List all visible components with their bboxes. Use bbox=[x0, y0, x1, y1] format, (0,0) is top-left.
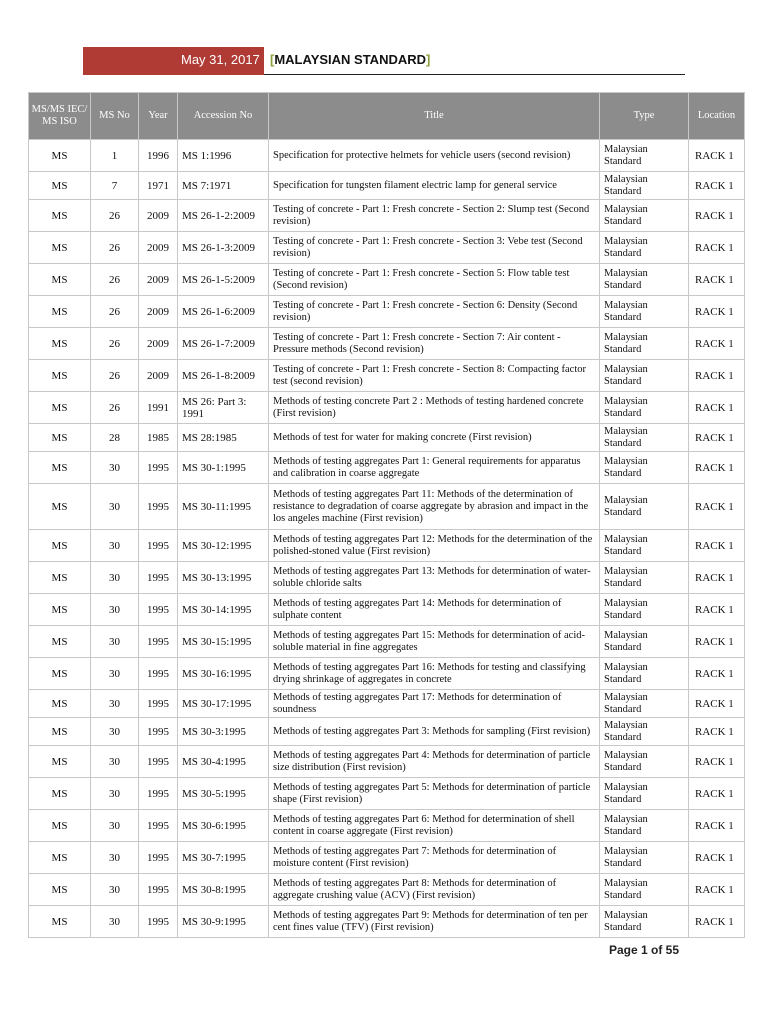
cell-ms-type: MS bbox=[29, 718, 91, 746]
cell-ms-no: 26 bbox=[91, 360, 139, 392]
table-row bbox=[29, 172, 745, 200]
cell-type: Malaysian Standard bbox=[600, 264, 689, 296]
cell-accession-no: MS 7:1971 bbox=[178, 172, 269, 200]
cell-year: 1991 bbox=[139, 392, 178, 424]
cell-type: Malaysian Standard bbox=[600, 392, 689, 424]
cell-year: 1995 bbox=[139, 484, 178, 530]
cell-type: Malaysian Standard bbox=[600, 140, 689, 172]
cell-location: RACK 1 bbox=[689, 424, 745, 452]
cell-accession-no: MS 26-1-5:2009 bbox=[178, 264, 269, 296]
cell-year: 2009 bbox=[139, 200, 178, 232]
cell-type: Malaysian Standard bbox=[600, 718, 689, 746]
cell-ms-no: 30 bbox=[91, 594, 139, 626]
cell-type: Malaysian Standard bbox=[600, 530, 689, 562]
table-row bbox=[29, 530, 745, 562]
cell-ms-type: MS bbox=[29, 690, 91, 718]
cell-location: RACK 1 bbox=[689, 718, 745, 746]
cell-ms-no: 26 bbox=[91, 232, 139, 264]
cell-title: Testing of concrete - Part 1: Fresh concrete - Section 7: Air content - Pressure methods (Second revision) bbox=[269, 328, 600, 360]
cell-title: Methods of testing aggregates Part 8: Methods for determination of aggregate crushing value (ACV) (First revision) bbox=[269, 874, 600, 906]
cell-accession-no: MS 30-3:1995 bbox=[178, 718, 269, 746]
cell-type: Malaysian Standard bbox=[600, 200, 689, 232]
cell-ms-type: MS bbox=[29, 874, 91, 906]
cell-accession-no: MS 30-14:1995 bbox=[178, 594, 269, 626]
cell-title: Testing of concrete - Part 1: Fresh concrete - Section 8: Compacting factor test (second revision) bbox=[269, 360, 600, 392]
cell-accession-no: MS 26-1-2:2009 bbox=[178, 200, 269, 232]
cell-title: Methods of testing aggregates Part 7: Methods for determination of moisture content (First revision) bbox=[269, 842, 600, 874]
table-row bbox=[29, 264, 745, 296]
cell-year: 2009 bbox=[139, 360, 178, 392]
cell-location: RACK 1 bbox=[689, 452, 745, 484]
cell-type: Malaysian Standard bbox=[600, 360, 689, 392]
cell-accession-no: MS 30-12:1995 bbox=[178, 530, 269, 562]
cell-title: Methods of testing concrete Part 2 : Methods of testing hardened concrete (First revision) bbox=[269, 392, 600, 424]
document-title bbox=[270, 52, 430, 67]
cell-accession-no: MS 30-7:1995 bbox=[178, 842, 269, 874]
cell-year: 1995 bbox=[139, 718, 178, 746]
cell-location: RACK 1 bbox=[689, 172, 745, 200]
cell-title: Methods of testing aggregates Part 14: Methods for determination of sulphate content bbox=[269, 594, 600, 626]
cell-accession-no: MS 30-17:1995 bbox=[178, 690, 269, 718]
cell-ms-no: 30 bbox=[91, 718, 139, 746]
cell-ms-type: MS bbox=[29, 360, 91, 392]
table-row bbox=[29, 296, 745, 328]
cell-ms-no: 26 bbox=[91, 392, 139, 424]
cell-year: 1995 bbox=[139, 778, 178, 810]
header-date: May 31, 2017 bbox=[181, 52, 260, 67]
cell-type: Malaysian Standard bbox=[600, 296, 689, 328]
table-header-row bbox=[29, 93, 745, 140]
cell-type: Malaysian Standard bbox=[600, 658, 689, 690]
cell-location: RACK 1 bbox=[689, 874, 745, 906]
table-row bbox=[29, 810, 745, 842]
table-row bbox=[29, 874, 745, 906]
cell-location: RACK 1 bbox=[689, 232, 745, 264]
cell-ms-type: MS bbox=[29, 906, 91, 938]
cell-ms-no: 26 bbox=[91, 200, 139, 232]
cell-ms-type: MS bbox=[29, 842, 91, 874]
table-row bbox=[29, 718, 745, 746]
cell-year: 2009 bbox=[139, 328, 178, 360]
cell-ms-no: 1 bbox=[91, 140, 139, 172]
table-row bbox=[29, 690, 745, 718]
cell-type: Malaysian Standard bbox=[600, 484, 689, 530]
cell-accession-no: MS 28:1985 bbox=[178, 424, 269, 452]
cell-type: Malaysian Standard bbox=[600, 690, 689, 718]
cell-ms-type: MS bbox=[29, 424, 91, 452]
cell-ms-type: MS bbox=[29, 296, 91, 328]
cell-ms-type: MS bbox=[29, 810, 91, 842]
cell-title: Methods of testing aggregates Part 1: General requirements for apparatus and calibration in coarse aggregate bbox=[269, 452, 600, 484]
cell-type: Malaysian Standard bbox=[600, 906, 689, 938]
cell-ms-no: 30 bbox=[91, 658, 139, 690]
cell-ms-type: MS bbox=[29, 232, 91, 264]
cell-title: Methods of testing aggregates Part 15: Methods for determination of acid-soluble material in fine aggregates bbox=[269, 626, 600, 658]
column-header-accession-no: Accession No bbox=[178, 93, 269, 140]
cell-accession-no: MS 30-1:1995 bbox=[178, 452, 269, 484]
table-row bbox=[29, 424, 745, 452]
table-row bbox=[29, 562, 745, 594]
cell-year: 1995 bbox=[139, 690, 178, 718]
cell-accession-no: MS 30-16:1995 bbox=[178, 658, 269, 690]
document-title-text: MALAYSIAN STANDARD bbox=[274, 52, 427, 67]
cell-accession-no: MS 1:1996 bbox=[178, 140, 269, 172]
cell-type: Malaysian Standard bbox=[600, 842, 689, 874]
cell-accession-no: MS 26-1-8:2009 bbox=[178, 360, 269, 392]
cell-accession-no: MS 30-15:1995 bbox=[178, 626, 269, 658]
cell-ms-no: 30 bbox=[91, 842, 139, 874]
column-header-year: Year bbox=[139, 93, 178, 140]
cell-title: Testing of concrete - Part 1: Fresh concrete - Section 6: Density (Second revision) bbox=[269, 296, 600, 328]
cell-ms-type: MS bbox=[29, 172, 91, 200]
bracket-close: ] bbox=[426, 52, 431, 67]
cell-ms-type: MS bbox=[29, 658, 91, 690]
cell-ms-no: 30 bbox=[91, 452, 139, 484]
cell-ms-no: 26 bbox=[91, 264, 139, 296]
cell-ms-type: MS bbox=[29, 484, 91, 530]
cell-year: 1995 bbox=[139, 874, 178, 906]
cell-ms-no: 7 bbox=[91, 172, 139, 200]
cell-ms-type: MS bbox=[29, 594, 91, 626]
cell-ms-type: MS bbox=[29, 452, 91, 484]
cell-location: RACK 1 bbox=[689, 690, 745, 718]
cell-type: Malaysian Standard bbox=[600, 452, 689, 484]
cell-type: Malaysian Standard bbox=[600, 778, 689, 810]
cell-ms-no: 26 bbox=[91, 328, 139, 360]
cell-ms-no: 28 bbox=[91, 424, 139, 452]
cell-type: Malaysian Standard bbox=[600, 874, 689, 906]
cell-ms-type: MS bbox=[29, 530, 91, 562]
cell-year: 1995 bbox=[139, 810, 178, 842]
cell-location: RACK 1 bbox=[689, 778, 745, 810]
cell-type: Malaysian Standard bbox=[600, 626, 689, 658]
cell-location: RACK 1 bbox=[689, 594, 745, 626]
cell-title: Methods of testing aggregates Part 12: Methods for the determination of the polished-stoned value (First revision) bbox=[269, 530, 600, 562]
cell-ms-no: 30 bbox=[91, 778, 139, 810]
cell-year: 2009 bbox=[139, 232, 178, 264]
column-header-location: Location bbox=[689, 93, 745, 140]
cell-title: Testing of concrete - Part 1: Fresh concrete - Section 5: Flow table test (Second revision) bbox=[269, 264, 600, 296]
cell-year: 2009 bbox=[139, 296, 178, 328]
cell-title: Methods of testing aggregates Part 3: Methods for sampling (First revision) bbox=[269, 718, 600, 746]
cell-title: Testing of concrete - Part 1: Fresh concrete - Section 3: Vebe test (Second revision) bbox=[269, 232, 600, 264]
cell-location: RACK 1 bbox=[689, 200, 745, 232]
table-row bbox=[29, 778, 745, 810]
cell-title: Testing of concrete - Part 1: Fresh concrete - Section 2: Slump test (Second revision) bbox=[269, 200, 600, 232]
table-body bbox=[29, 140, 745, 938]
cell-location: RACK 1 bbox=[689, 626, 745, 658]
cell-title: Methods of testing aggregates Part 4: Methods for determination of particle size distribution (First revision) bbox=[269, 746, 600, 778]
cell-type: Malaysian Standard bbox=[600, 424, 689, 452]
cell-accession-no: MS 30-8:1995 bbox=[178, 874, 269, 906]
cell-year: 2009 bbox=[139, 264, 178, 296]
cell-title: Specification for protective helmets for vehicle users (second revision) bbox=[269, 140, 600, 172]
cell-year: 1995 bbox=[139, 452, 178, 484]
cell-year: 1995 bbox=[139, 746, 178, 778]
cell-ms-type: MS bbox=[29, 392, 91, 424]
cell-year: 1996 bbox=[139, 140, 178, 172]
table-row bbox=[29, 452, 745, 484]
cell-type: Malaysian Standard bbox=[600, 810, 689, 842]
table-row bbox=[29, 232, 745, 264]
cell-accession-no: MS 26: Part 3: 1991 bbox=[178, 392, 269, 424]
cell-type: Malaysian Standard bbox=[600, 746, 689, 778]
cell-ms-no: 30 bbox=[91, 626, 139, 658]
column-header-title: Title bbox=[269, 93, 600, 140]
cell-title: Specification for tungsten filament electric lamp for general service bbox=[269, 172, 600, 200]
cell-location: RACK 1 bbox=[689, 264, 745, 296]
bracket-open: [ bbox=[270, 52, 275, 67]
cell-location: RACK 1 bbox=[689, 530, 745, 562]
cell-location: RACK 1 bbox=[689, 360, 745, 392]
table-row bbox=[29, 360, 745, 392]
cell-location: RACK 1 bbox=[689, 658, 745, 690]
cell-ms-no: 30 bbox=[91, 530, 139, 562]
cell-title: Methods of testing aggregates Part 5: Methods for determination of particle shape (First revision) bbox=[269, 778, 600, 810]
cell-title: Methods of test for water for making concrete (First revision) bbox=[269, 424, 600, 452]
cell-type: Malaysian Standard bbox=[600, 594, 689, 626]
table-row bbox=[29, 906, 745, 938]
cell-location: RACK 1 bbox=[689, 484, 745, 530]
cell-year: 1995 bbox=[139, 658, 178, 690]
cell-title: Methods of testing aggregates Part 16: Methods for testing and classifying drying shrinkage of aggregates in concrete bbox=[269, 658, 600, 690]
cell-location: RACK 1 bbox=[689, 296, 745, 328]
column-header-ms-type: MS/MS IEC/ MS ISO bbox=[29, 93, 91, 140]
cell-ms-type: MS bbox=[29, 562, 91, 594]
cell-accession-no: MS 30-5:1995 bbox=[178, 778, 269, 810]
column-header-ms-no: MS No bbox=[91, 93, 139, 140]
cell-year: 1995 bbox=[139, 842, 178, 874]
cell-type: Malaysian Standard bbox=[600, 328, 689, 360]
cell-ms-no: 30 bbox=[91, 562, 139, 594]
cell-location: RACK 1 bbox=[689, 906, 745, 938]
cell-title: Methods of testing aggregates Part 11: Methods of the determination of resistance to degradation of coarse aggregate by abrasion and impact in the los angeles machine (First revision) bbox=[269, 484, 600, 530]
cell-location: RACK 1 bbox=[689, 392, 745, 424]
table-row bbox=[29, 484, 745, 530]
table-row bbox=[29, 328, 745, 360]
cell-accession-no: MS 30-6:1995 bbox=[178, 810, 269, 842]
cell-ms-type: MS bbox=[29, 746, 91, 778]
cell-ms-no: 30 bbox=[91, 484, 139, 530]
cell-year: 1995 bbox=[139, 626, 178, 658]
cell-accession-no: MS 30-11:1995 bbox=[178, 484, 269, 530]
cell-ms-no: 30 bbox=[91, 874, 139, 906]
cell-title: Methods of testing aggregates Part 13: Methods for determination of water-soluble chloride salts bbox=[269, 562, 600, 594]
table-row bbox=[29, 594, 745, 626]
cell-year: 1971 bbox=[139, 172, 178, 200]
cell-location: RACK 1 bbox=[689, 562, 745, 594]
cell-ms-no: 30 bbox=[91, 746, 139, 778]
cell-year: 1995 bbox=[139, 594, 178, 626]
cell-location: RACK 1 bbox=[689, 842, 745, 874]
cell-ms-type: MS bbox=[29, 778, 91, 810]
cell-accession-no: MS 26-1-3:2009 bbox=[178, 232, 269, 264]
cell-ms-type: MS bbox=[29, 200, 91, 232]
cell-year: 1995 bbox=[139, 906, 178, 938]
cell-title: Methods of testing aggregates Part 9: Methods for determination of ten per cent fines value (TFV) (First revision) bbox=[269, 906, 600, 938]
table-row bbox=[29, 200, 745, 232]
cell-type: Malaysian Standard bbox=[600, 232, 689, 264]
cell-accession-no: MS 30-4:1995 bbox=[178, 746, 269, 778]
cell-ms-type: MS bbox=[29, 264, 91, 296]
standards-table bbox=[28, 92, 745, 938]
cell-location: RACK 1 bbox=[689, 140, 745, 172]
cell-title: Methods of testing aggregates Part 6: Method for determination of shell content in coarse aggregate (First revision) bbox=[269, 810, 600, 842]
cell-ms-no: 30 bbox=[91, 906, 139, 938]
column-header-type: Type bbox=[600, 93, 689, 140]
header-rule bbox=[264, 74, 685, 75]
table-row bbox=[29, 626, 745, 658]
page-number: Page 1 of 55 bbox=[609, 943, 680, 957]
table-row bbox=[29, 392, 745, 424]
cell-location: RACK 1 bbox=[689, 746, 745, 778]
cell-ms-no: 26 bbox=[91, 296, 139, 328]
cell-ms-no: 30 bbox=[91, 810, 139, 842]
table-row bbox=[29, 658, 745, 690]
cell-ms-type: MS bbox=[29, 140, 91, 172]
cell-type: Malaysian Standard bbox=[600, 562, 689, 594]
cell-location: RACK 1 bbox=[689, 328, 745, 360]
cell-ms-no: 30 bbox=[91, 690, 139, 718]
cell-ms-type: MS bbox=[29, 328, 91, 360]
cell-type: Malaysian Standard bbox=[600, 172, 689, 200]
table-row bbox=[29, 140, 745, 172]
table-row bbox=[29, 842, 745, 874]
cell-title: Methods of testing aggregates Part 17: Methods for determination of soundness bbox=[269, 690, 600, 718]
table-row bbox=[29, 746, 745, 778]
cell-year: 1985 bbox=[139, 424, 178, 452]
cell-accession-no: MS 30-13:1995 bbox=[178, 562, 269, 594]
cell-ms-type: MS bbox=[29, 626, 91, 658]
cell-accession-no: MS 30-9:1995 bbox=[178, 906, 269, 938]
cell-accession-no: MS 26-1-7:2009 bbox=[178, 328, 269, 360]
cell-year: 1995 bbox=[139, 530, 178, 562]
cell-location: RACK 1 bbox=[689, 810, 745, 842]
cell-accession-no: MS 26-1-6:2009 bbox=[178, 296, 269, 328]
cell-year: 1995 bbox=[139, 562, 178, 594]
